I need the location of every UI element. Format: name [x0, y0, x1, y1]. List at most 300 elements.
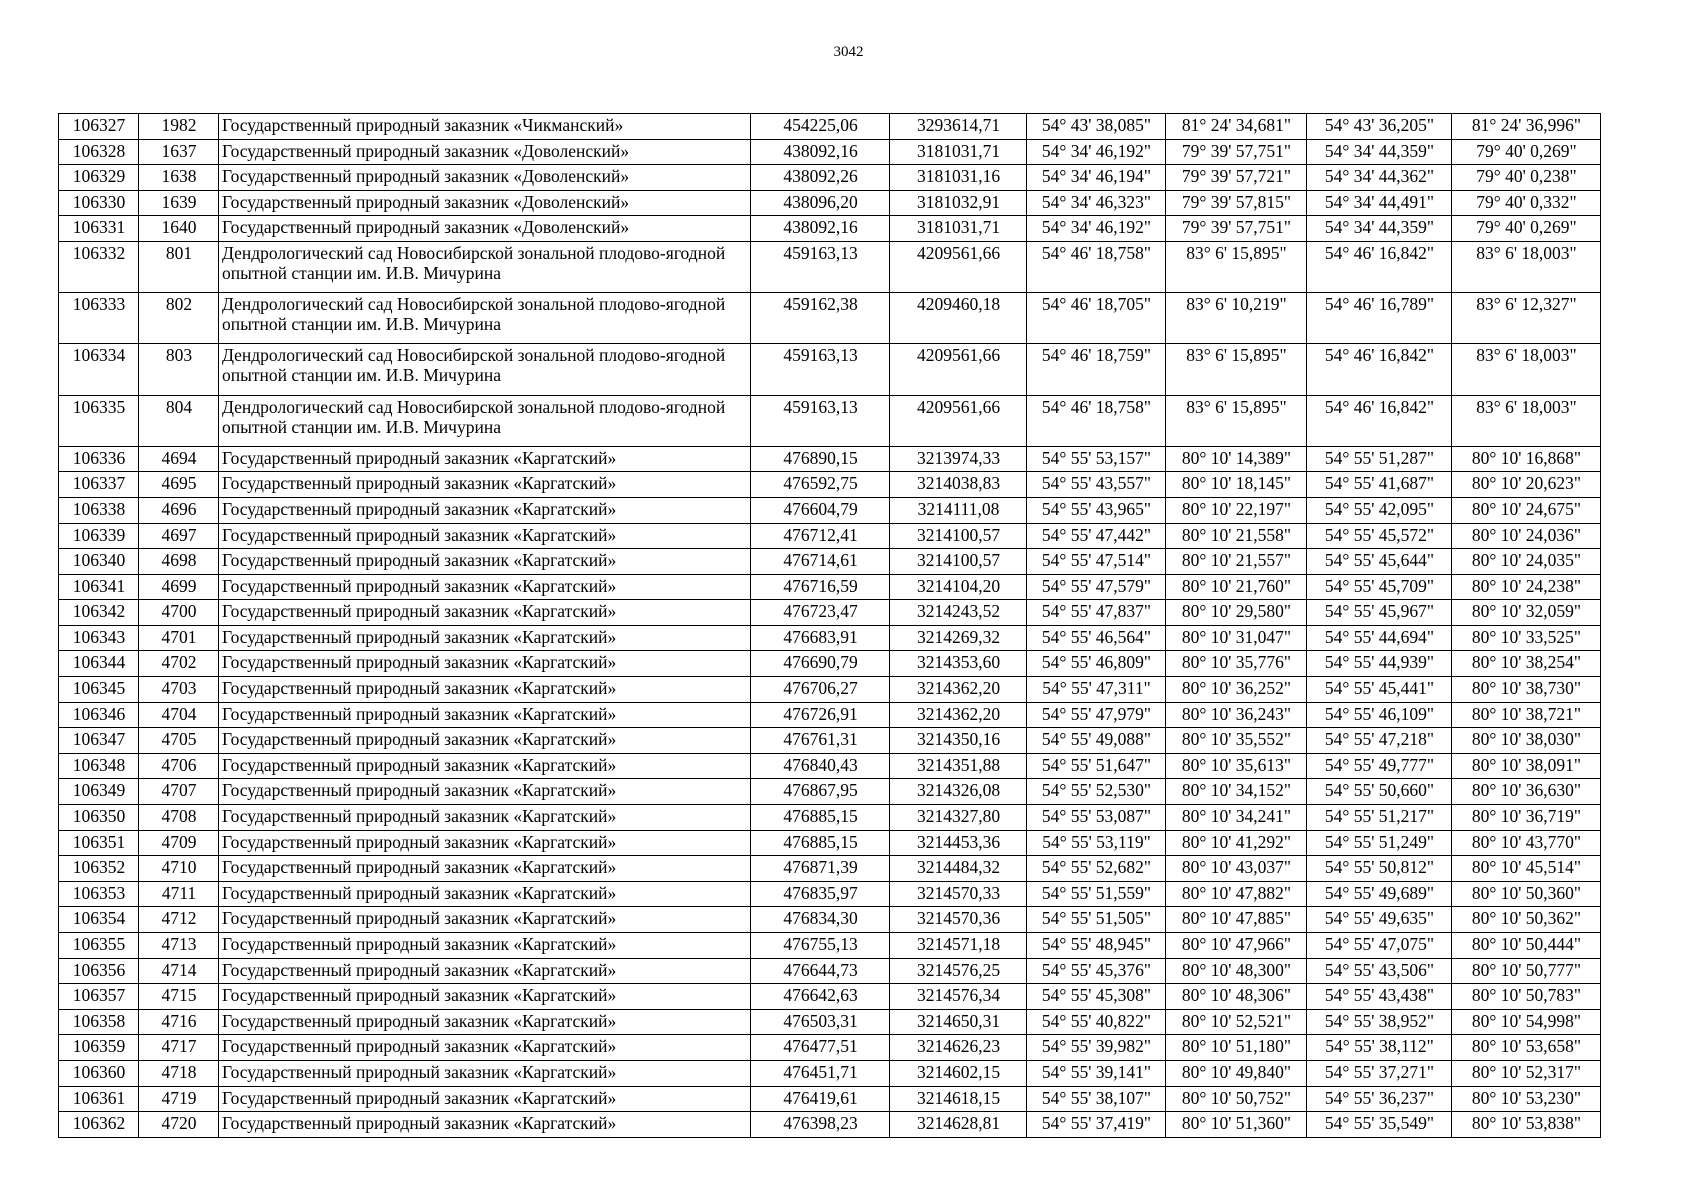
cell-object-code: 4709: [139, 830, 219, 856]
cell-coord-x: 476885,15: [751, 830, 890, 856]
cell-latitude-1: 54° 55' 52,682": [1027, 856, 1166, 882]
cell-row-number: 106337: [59, 472, 139, 498]
cell-coord-y: 3214100,57: [890, 523, 1027, 549]
cell-longitude-2: 80° 10' 24,035": [1452, 549, 1601, 575]
cell-longitude-2: 80° 10' 50,444": [1452, 933, 1601, 959]
table-row: [59, 574, 1601, 600]
cell-latitude-2: 54° 46' 16,842": [1307, 344, 1452, 395]
table-row: [59, 984, 1601, 1010]
cell-object-name: Государственный природный заказник «Каргатский»: [219, 830, 751, 856]
table-row: [59, 446, 1601, 472]
cell-longitude-2: 80° 10' 16,868": [1452, 446, 1601, 472]
cell-coord-x: 476604,79: [751, 497, 890, 523]
cell-row-number: 106356: [59, 958, 139, 984]
cell-object-code: 1639: [139, 190, 219, 216]
cell-row-number: 106352: [59, 856, 139, 882]
cell-longitude-1: 80° 10' 47,882": [1166, 881, 1307, 907]
cell-longitude-2: 80° 10' 38,030": [1452, 728, 1601, 754]
cell-coord-x: 476840,43: [751, 753, 890, 779]
cell-object-code: 4704: [139, 702, 219, 728]
cell-latitude-2: 54° 55' 35,549": [1307, 1112, 1452, 1138]
cell-latitude-2: 54° 34' 44,359": [1307, 216, 1452, 242]
cell-latitude-1: 54° 55' 46,809": [1027, 651, 1166, 677]
cell-longitude-1: 80° 10' 29,580": [1166, 600, 1307, 626]
cell-object-name: Государственный природный заказник «Доволенский»: [219, 165, 751, 191]
cell-coord-x: 476683,91: [751, 625, 890, 651]
cell-latitude-2: 54° 55' 37,271": [1307, 1060, 1452, 1086]
table-row: [59, 293, 1601, 344]
cell-coord-y: 3214350,16: [890, 728, 1027, 754]
cell-row-number: 106327: [59, 114, 139, 140]
cell-object-code: 4708: [139, 805, 219, 831]
cell-latitude-1: 54° 55' 53,157": [1027, 446, 1166, 472]
table-row: [59, 1009, 1601, 1035]
cell-coord-x: 476726,91: [751, 702, 890, 728]
cell-longitude-2: 80° 10' 36,630": [1452, 779, 1601, 805]
cell-longitude-2: 80° 10' 33,525": [1452, 625, 1601, 651]
table-row: [59, 395, 1601, 446]
cell-latitude-2: 54° 55' 45,967": [1307, 600, 1452, 626]
cell-object-code: 4717: [139, 1035, 219, 1061]
cell-longitude-2: 80° 10' 50,362": [1452, 907, 1601, 933]
cell-longitude-2: 80° 10' 38,254": [1452, 651, 1601, 677]
cell-longitude-1: 79° 39' 57,721": [1166, 165, 1307, 191]
cell-longitude-2: 80° 10' 53,658": [1452, 1035, 1601, 1061]
cell-row-number: 106341: [59, 574, 139, 600]
cell-object-code: 4697: [139, 523, 219, 549]
cell-row-number: 106330: [59, 190, 139, 216]
cell-longitude-1: 83° 6' 15,895": [1166, 344, 1307, 395]
cell-coord-y: 3214576,25: [890, 958, 1027, 984]
cell-coord-y: 3214602,15: [890, 1060, 1027, 1086]
cell-row-number: 106362: [59, 1112, 139, 1138]
cell-row-number: 106335: [59, 395, 139, 446]
cell-object-name: Дендрологический сад Новосибирской зональной плодово-ягодной опытной станции им. И.В. Мичурина: [219, 241, 751, 292]
table-row: [59, 114, 1601, 140]
cell-coord-x: 476834,30: [751, 907, 890, 933]
cell-coord-x: 476761,31: [751, 728, 890, 754]
cell-longitude-2: 83° 6' 18,003": [1452, 395, 1601, 446]
cell-longitude-1: 83° 6' 15,895": [1166, 241, 1307, 292]
cell-longitude-1: 80° 10' 48,306": [1166, 984, 1307, 1010]
cell-longitude-2: 80° 10' 36,719": [1452, 805, 1601, 831]
cell-longitude-2: 80° 10' 50,783": [1452, 984, 1601, 1010]
table-row: [59, 856, 1601, 882]
cell-longitude-2: 80° 10' 38,721": [1452, 702, 1601, 728]
cell-latitude-1: 54° 55' 43,965": [1027, 497, 1166, 523]
cell-longitude-1: 81° 24' 34,681": [1166, 114, 1307, 140]
table-row: [59, 728, 1601, 754]
cell-coord-x: 476890,15: [751, 446, 890, 472]
cell-object-name: Государственный природный заказник «Каргатский»: [219, 753, 751, 779]
cell-longitude-1: 83° 6' 15,895": [1166, 395, 1307, 446]
cell-latitude-1: 54° 55' 47,442": [1027, 523, 1166, 549]
cell-longitude-1: 80° 10' 35,776": [1166, 651, 1307, 677]
cell-object-name: Государственный природный заказник «Каргатский»: [219, 728, 751, 754]
cell-longitude-2: 80° 10' 24,675": [1452, 497, 1601, 523]
cell-coord-x: 476714,61: [751, 549, 890, 575]
cell-coord-x: 459163,13: [751, 344, 890, 395]
cell-object-code: 1637: [139, 139, 219, 165]
cell-longitude-2: 80° 10' 38,730": [1452, 677, 1601, 703]
cell-object-code: 4714: [139, 958, 219, 984]
cell-object-name: Государственный природный заказник «Каргатский»: [219, 1009, 751, 1035]
cell-latitude-2: 54° 55' 44,939": [1307, 651, 1452, 677]
cell-longitude-1: 80° 10' 21,557": [1166, 549, 1307, 575]
cell-object-code: 4706: [139, 753, 219, 779]
cell-longitude-1: 80° 10' 22,197": [1166, 497, 1307, 523]
cell-longitude-1: 80° 10' 35,613": [1166, 753, 1307, 779]
cell-latitude-2: 54° 55' 45,709": [1307, 574, 1452, 600]
cell-object-code: 4718: [139, 1060, 219, 1086]
cell-row-number: 106360: [59, 1060, 139, 1086]
cell-latitude-1: 54° 46' 18,759": [1027, 344, 1166, 395]
table-row: [59, 958, 1601, 984]
cell-latitude-1: 54° 55' 39,141": [1027, 1060, 1166, 1086]
cell-latitude-2: 54° 46' 16,789": [1307, 293, 1452, 344]
cell-object-name: Дендрологический сад Новосибирской зональной плодово-ягодной опытной станции им. И.В. Мичурина: [219, 293, 751, 344]
cell-object-code: 4696: [139, 497, 219, 523]
table-row: [59, 805, 1601, 831]
cell-object-code: 803: [139, 344, 219, 395]
cell-coord-y: 3214484,32: [890, 856, 1027, 882]
cell-object-name: Государственный природный заказник «Каргатский»: [219, 549, 751, 575]
cell-longitude-2: 80° 10' 20,623": [1452, 472, 1601, 498]
cell-row-number: 106344: [59, 651, 139, 677]
cell-object-name: Государственный природный заказник «Доволенский»: [219, 216, 751, 242]
cell-object-code: 4699: [139, 574, 219, 600]
cell-latitude-2: 54° 46' 16,842": [1307, 241, 1452, 292]
cell-latitude-2: 54° 55' 47,218": [1307, 728, 1452, 754]
cell-coord-y: 3214353,60: [890, 651, 1027, 677]
table-row: [59, 139, 1601, 165]
cell-object-name: Государственный природный заказник «Каргатский»: [219, 625, 751, 651]
cell-latitude-1: 54° 55' 43,557": [1027, 472, 1166, 498]
table-row: [59, 600, 1601, 626]
cell-longitude-2: 81° 24' 36,996": [1452, 114, 1601, 140]
cell-object-code: 4694: [139, 446, 219, 472]
table-row: [59, 779, 1601, 805]
cell-latitude-2: 54° 55' 50,660": [1307, 779, 1452, 805]
cell-latitude-2: 54° 55' 51,217": [1307, 805, 1452, 831]
cell-longitude-2: 80° 10' 53,838": [1452, 1112, 1601, 1138]
cell-coord-y: 3214628,81: [890, 1112, 1027, 1138]
cell-latitude-2: 54° 55' 47,075": [1307, 933, 1452, 959]
cell-coord-x: 476642,63: [751, 984, 890, 1010]
cell-latitude-1: 54° 55' 51,505": [1027, 907, 1166, 933]
cell-object-name: Государственный природный заказник «Чикманский»: [219, 114, 751, 140]
cell-object-code: 4705: [139, 728, 219, 754]
cell-longitude-1: 80° 10' 51,360": [1166, 1112, 1307, 1138]
cell-longitude-2: 79° 40' 0,332": [1452, 190, 1601, 216]
table-row: [59, 472, 1601, 498]
cell-coord-x: 476398,23: [751, 1112, 890, 1138]
cell-coord-y: 3181031,71: [890, 216, 1027, 242]
cell-row-number: 106357: [59, 984, 139, 1010]
cell-row-number: 106347: [59, 728, 139, 754]
cell-object-name: Государственный природный заказник «Каргатский»: [219, 1035, 751, 1061]
cell-latitude-1: 54° 46' 18,705": [1027, 293, 1166, 344]
cell-object-code: 4707: [139, 779, 219, 805]
cell-object-name: Государственный природный заказник «Доволенский»: [219, 190, 751, 216]
cell-coord-x: 476451,71: [751, 1060, 890, 1086]
cell-coord-x: 454225,06: [751, 114, 890, 140]
cell-coord-y: 3214453,36: [890, 830, 1027, 856]
cell-row-number: 106348: [59, 753, 139, 779]
cell-longitude-2: 80° 10' 45,514": [1452, 856, 1601, 882]
cell-coord-x: 438092,16: [751, 216, 890, 242]
cell-object-code: 801: [139, 241, 219, 292]
cell-latitude-1: 54° 55' 51,559": [1027, 881, 1166, 907]
cell-object-name: Государственный природный заказник «Каргатский»: [219, 779, 751, 805]
cell-row-number: 106350: [59, 805, 139, 831]
cell-row-number: 106329: [59, 165, 139, 191]
cell-object-code: 4711: [139, 881, 219, 907]
coordinates-table: [58, 113, 1601, 1138]
cell-coord-x: 476835,97: [751, 881, 890, 907]
cell-latitude-1: 54° 43' 38,085": [1027, 114, 1166, 140]
cell-latitude-1: 54° 55' 47,311": [1027, 677, 1166, 703]
table-row: [59, 549, 1601, 575]
cell-object-code: 4716: [139, 1009, 219, 1035]
cell-latitude-1: 54° 46' 18,758": [1027, 241, 1166, 292]
table-row: [59, 933, 1601, 959]
page-number: 3042: [833, 44, 864, 60]
cell-longitude-1: 80° 10' 35,552": [1166, 728, 1307, 754]
cell-longitude-2: 80° 10' 24,036": [1452, 523, 1601, 549]
cell-row-number: 106359: [59, 1035, 139, 1061]
cell-object-code: 1638: [139, 165, 219, 191]
cell-latitude-2: 54° 55' 36,237": [1307, 1086, 1452, 1112]
cell-coord-x: 476871,39: [751, 856, 890, 882]
cell-object-name: Государственный природный заказник «Каргатский»: [219, 958, 751, 984]
cell-longitude-2: 80° 10' 32,059": [1452, 600, 1601, 626]
cell-coord-x: 438096,20: [751, 190, 890, 216]
cell-row-number: 106333: [59, 293, 139, 344]
cell-row-number: 106355: [59, 933, 139, 959]
cell-coord-x: 459163,13: [751, 241, 890, 292]
cell-latitude-1: 54° 55' 53,087": [1027, 805, 1166, 831]
cell-object-name: Государственный природный заказник «Каргатский»: [219, 1112, 751, 1138]
cell-latitude-2: 54° 55' 45,572": [1307, 523, 1452, 549]
cell-object-name: Государственный природный заказник «Каргатский»: [219, 523, 751, 549]
cell-latitude-2: 54° 55' 38,952": [1307, 1009, 1452, 1035]
cell-row-number: 106354: [59, 907, 139, 933]
cell-object-code: 4710: [139, 856, 219, 882]
cell-row-number: 106349: [59, 779, 139, 805]
cell-object-code: 4713: [139, 933, 219, 959]
cell-longitude-2: 79° 40' 0,269": [1452, 216, 1601, 242]
cell-longitude-1: 80° 10' 47,966": [1166, 933, 1307, 959]
cell-coord-y: 4209460,18: [890, 293, 1027, 344]
cell-coord-y: 3214351,88: [890, 753, 1027, 779]
cell-row-number: 106332: [59, 241, 139, 292]
cell-latitude-2: 54° 34' 44,362": [1307, 165, 1452, 191]
cell-latitude-2: 54° 55' 44,694": [1307, 625, 1452, 651]
cell-object-name: Государственный природный заказник «Каргатский»: [219, 677, 751, 703]
cell-latitude-1: 54° 34' 46,194": [1027, 165, 1166, 191]
cell-row-number: 106336: [59, 446, 139, 472]
cell-latitude-1: 54° 55' 49,088": [1027, 728, 1166, 754]
cell-longitude-1: 80° 10' 43,037": [1166, 856, 1307, 882]
cell-coord-y: 3214362,20: [890, 702, 1027, 728]
cell-row-number: 106340: [59, 549, 139, 575]
cell-object-code: 4700: [139, 600, 219, 626]
cell-object-name: Государственный природный заказник «Доволенский»: [219, 139, 751, 165]
cell-latitude-1: 54° 55' 37,419": [1027, 1112, 1166, 1138]
cell-object-name: Государственный природный заказник «Каргатский»: [219, 651, 751, 677]
cell-latitude-2: 54° 43' 36,205": [1307, 114, 1452, 140]
cell-latitude-1: 54° 55' 38,107": [1027, 1086, 1166, 1112]
cell-coord-x: 438092,26: [751, 165, 890, 191]
cell-object-name: Государственный природный заказник «Каргатский»: [219, 881, 751, 907]
cell-object-code: 804: [139, 395, 219, 446]
table-row: [59, 241, 1601, 292]
cell-longitude-1: 80° 10' 31,047": [1166, 625, 1307, 651]
cell-coord-x: 476592,75: [751, 472, 890, 498]
cell-coord-x: 476419,61: [751, 1086, 890, 1112]
table-row: [59, 830, 1601, 856]
cell-row-number: 106361: [59, 1086, 139, 1112]
cell-coord-y: 3214243,52: [890, 600, 1027, 626]
cell-latitude-1: 54° 55' 53,119": [1027, 830, 1166, 856]
cell-longitude-2: 80° 10' 53,230": [1452, 1086, 1601, 1112]
cell-object-code: 4698: [139, 549, 219, 575]
cell-coord-y: 3214100,57: [890, 549, 1027, 575]
cell-latitude-1: 54° 55' 40,822": [1027, 1009, 1166, 1035]
cell-longitude-1: 79° 39' 57,751": [1166, 216, 1307, 242]
cell-coord-y: 3214576,34: [890, 984, 1027, 1010]
cell-row-number: 106343: [59, 625, 139, 651]
cell-latitude-1: 54° 55' 52,530": [1027, 779, 1166, 805]
cell-longitude-2: 80° 10' 50,777": [1452, 958, 1601, 984]
cell-longitude-1: 80° 10' 34,152": [1166, 779, 1307, 805]
cell-longitude-2: 80° 10' 52,317": [1452, 1060, 1601, 1086]
cell-latitude-1: 54° 55' 47,579": [1027, 574, 1166, 600]
cell-object-code: 802: [139, 293, 219, 344]
table-row: [59, 1112, 1601, 1138]
cell-object-name: Государственный природный заказник «Каргатский»: [219, 1060, 751, 1086]
table-row: [59, 165, 1601, 191]
cell-latitude-2: 54° 55' 46,109": [1307, 702, 1452, 728]
cell-coord-x: 476503,31: [751, 1009, 890, 1035]
cell-coord-x: 459162,38: [751, 293, 890, 344]
cell-coord-y: 3181032,91: [890, 190, 1027, 216]
cell-latitude-1: 54° 55' 51,647": [1027, 753, 1166, 779]
cell-row-number: 106339: [59, 523, 139, 549]
cell-latitude-1: 54° 55' 46,564": [1027, 625, 1166, 651]
cell-longitude-1: 80° 10' 36,252": [1166, 677, 1307, 703]
table-row: [59, 1060, 1601, 1086]
cell-coord-y: 3214570,33: [890, 881, 1027, 907]
cell-coord-x: 476755,13: [751, 933, 890, 959]
cell-object-name: Государственный природный заказник «Каргатский»: [219, 933, 751, 959]
cell-longitude-1: 79° 39' 57,815": [1166, 190, 1307, 216]
cell-object-code: 4701: [139, 625, 219, 651]
table-row: [59, 702, 1601, 728]
cell-row-number: 106346: [59, 702, 139, 728]
cell-latitude-1: 54° 55' 48,945": [1027, 933, 1166, 959]
cell-latitude-1: 54° 55' 47,979": [1027, 702, 1166, 728]
cell-row-number: 106351: [59, 830, 139, 856]
table-row: [59, 753, 1601, 779]
cell-longitude-1: 80° 10' 14,389": [1166, 446, 1307, 472]
cell-coord-y: 3214626,23: [890, 1035, 1027, 1061]
cell-latitude-1: 54° 55' 47,837": [1027, 600, 1166, 626]
cell-coord-y: 3214618,15: [890, 1086, 1027, 1112]
cell-latitude-2: 54° 55' 51,249": [1307, 830, 1452, 856]
table-row: [59, 523, 1601, 549]
cell-latitude-1: 54° 46' 18,758": [1027, 395, 1166, 446]
cell-latitude-1: 54° 55' 45,308": [1027, 984, 1166, 1010]
cell-coord-y: 3214570,36: [890, 907, 1027, 933]
cell-longitude-1: 80° 10' 50,752": [1166, 1086, 1307, 1112]
cell-coord-y: 3214362,20: [890, 677, 1027, 703]
cell-latitude-2: 54° 34' 44,491": [1307, 190, 1452, 216]
cell-longitude-2: 80° 10' 50,360": [1452, 881, 1601, 907]
cell-row-number: 106342: [59, 600, 139, 626]
cell-object-name: Государственный природный заказник «Каргатский»: [219, 600, 751, 626]
table-row: [59, 677, 1601, 703]
cell-latitude-2: 54° 55' 42,095": [1307, 497, 1452, 523]
cell-latitude-1: 54° 55' 39,982": [1027, 1035, 1166, 1061]
cell-coord-y: 3214327,80: [890, 805, 1027, 831]
table-row: [59, 907, 1601, 933]
cell-coord-x: 476477,51: [751, 1035, 890, 1061]
table-row: [59, 625, 1601, 651]
cell-longitude-1: 80° 10' 47,885": [1166, 907, 1307, 933]
cell-coord-y: 3214571,18: [890, 933, 1027, 959]
cell-coord-y: 3214038,83: [890, 472, 1027, 498]
cell-latitude-2: 54° 55' 38,112": [1307, 1035, 1452, 1061]
cell-row-number: 106328: [59, 139, 139, 165]
cell-row-number: 106338: [59, 497, 139, 523]
cell-coord-x: 476867,95: [751, 779, 890, 805]
cell-row-number: 106331: [59, 216, 139, 242]
cell-longitude-1: 80° 10' 18,145": [1166, 472, 1307, 498]
cell-coord-y: 3214111,08: [890, 497, 1027, 523]
cell-latitude-2: 54° 55' 50,812": [1307, 856, 1452, 882]
cell-coord-x: 476690,79: [751, 651, 890, 677]
cell-object-code: 4712: [139, 907, 219, 933]
cell-row-number: 106345: [59, 677, 139, 703]
cell-longitude-2: 80° 10' 43,770": [1452, 830, 1601, 856]
cell-longitude-1: 80° 10' 48,300": [1166, 958, 1307, 984]
table-row: [59, 1035, 1601, 1061]
cell-longitude-1: 79° 39' 57,751": [1166, 139, 1307, 165]
cell-latitude-1: 54° 34' 46,192": [1027, 216, 1166, 242]
cell-object-code: 4715: [139, 984, 219, 1010]
cell-latitude-2: 54° 55' 43,438": [1307, 984, 1452, 1010]
table-row: [59, 190, 1601, 216]
cell-object-name: Государственный природный заказник «Каргатский»: [219, 984, 751, 1010]
cell-coord-y: 4209561,66: [890, 344, 1027, 395]
cell-row-number: 106358: [59, 1009, 139, 1035]
cell-latitude-2: 54° 55' 45,644": [1307, 549, 1452, 575]
cell-object-name: Дендрологический сад Новосибирской зональной плодово-ягодной опытной станции им. И.В. Мичурина: [219, 395, 751, 446]
table-row: [59, 216, 1601, 242]
cell-longitude-2: 83° 6' 18,003": [1452, 241, 1601, 292]
cell-longitude-1: 80° 10' 21,558": [1166, 523, 1307, 549]
table-row: [59, 344, 1601, 395]
cell-latitude-2: 54° 55' 49,689": [1307, 881, 1452, 907]
cell-longitude-1: 80° 10' 49,840": [1166, 1060, 1307, 1086]
table-row: [59, 497, 1601, 523]
cell-latitude-1: 54° 55' 45,376": [1027, 958, 1166, 984]
cell-coord-y: 4209561,66: [890, 241, 1027, 292]
cell-coord-y: 3214326,08: [890, 779, 1027, 805]
cell-longitude-1: 83° 6' 10,219": [1166, 293, 1307, 344]
